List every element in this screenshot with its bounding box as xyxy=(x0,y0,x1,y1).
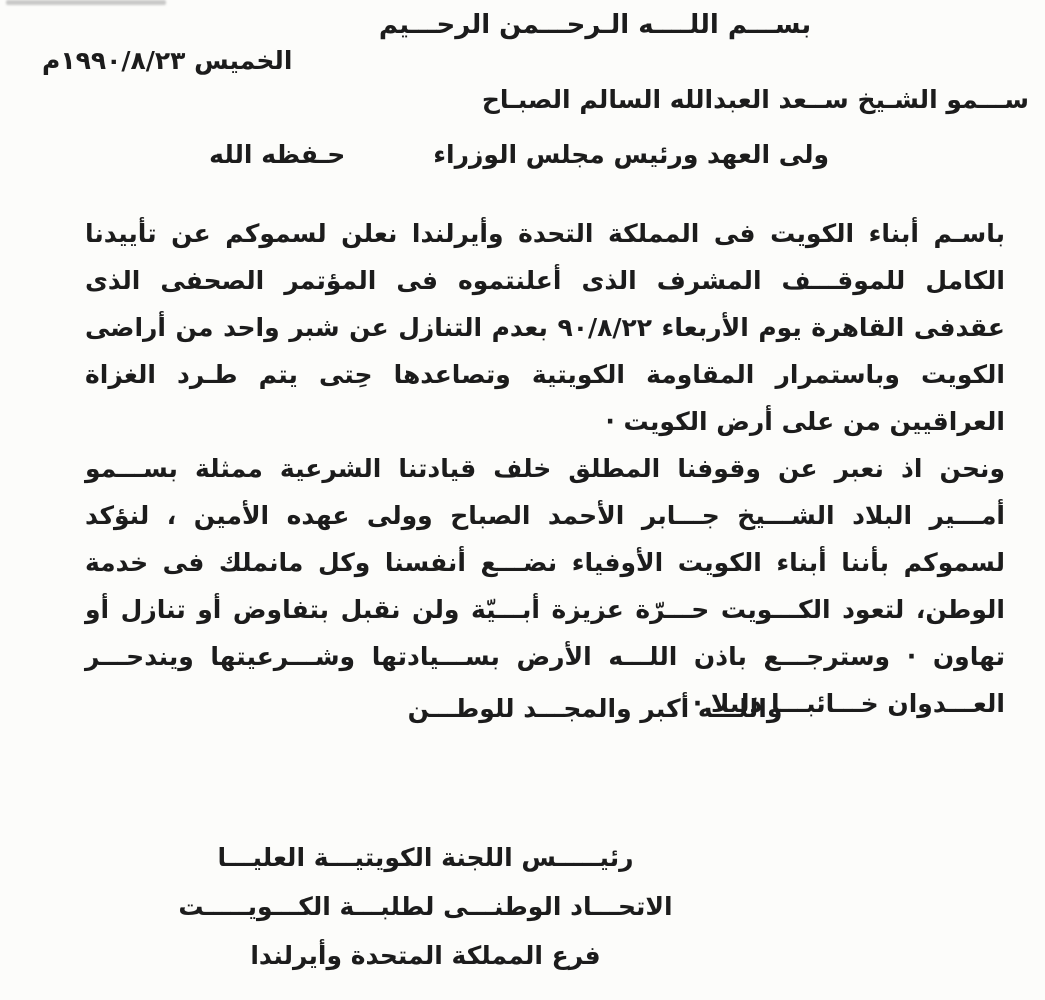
letter-date: الخميس ١٩٩٠/٨/٢٣م xyxy=(42,46,293,75)
addressee-name: ســـمو الشـيخ ســعد العبدالله السالم الصبـاح xyxy=(481,85,1029,114)
body-paragraph-1: باسـم أبناء الكويت فى المملكة التحدة وأيرلندا نعلن لسموكم عن تأييدنا الكامل للموقـــف المشرف الذى أعلنتموه فى المؤتمر الصحفى الذى عقدفى القاهرة يوم الأربعاء ٩٠/٨/٢٢ بعدم التنازل عن شبر واحد من أراضى الكويت وباستمرار المقاومة الكويتية وتصاعدها حِتى يتم طـرد الغزاة العراقيين من على أرض الكويت · xyxy=(85,219,1006,436)
closing-slogan: واللـــه أكبر والمجـــد للوطـــن xyxy=(407,694,783,723)
basmala-heading: بســـم اللــــه الـرحـــمن الرحـــيم xyxy=(378,10,812,40)
signature-line-branch: فرع المملكة المتحدة وأيرلندا xyxy=(250,941,601,970)
scan-edge-artifact xyxy=(6,0,166,5)
body-paragraph-2: ونحن اذ نعبر عن وقوفنا المطلق خلف قيادتنا الشرعية ممثلة بســـمو أمـــير البلاد الشـــيخ جـــابر الأحمد الصباح وولى عهده الأمين ، لنؤكد لسموكم بأننا أبناء الكويت الأوفياء نضـــع أنفسنا وكل مانملك فى خدمة الوطن، لتعود الكـــويت حـــرّة عزيزة أبـــيّة ولن نقبل بتفاوض أو تنازل أو تهاون · وسترجـــع باذن اللـــه الأرض بســـيادتها وشـــرعيتها ويندحـــر العـــدوان خـــائبـــا ذليلا · xyxy=(85,454,1005,718)
signature-block xyxy=(168,833,683,980)
addressee-block xyxy=(209,84,1029,171)
letter-body xyxy=(85,210,1005,727)
addressee-title: ولى العهد ورئيس مجلس الوزراء xyxy=(433,140,829,170)
addressee-blessing: حـفظه الله xyxy=(209,140,346,170)
addressee-title-row xyxy=(209,139,829,170)
signature-line-chairman: رئيـــــس اللجنة الكويتيـــة العليـــا xyxy=(217,843,634,872)
signature-line-union: الاتحـــاد الوطنـــى لطلبـــة الكـــويـــــت xyxy=(178,892,673,921)
